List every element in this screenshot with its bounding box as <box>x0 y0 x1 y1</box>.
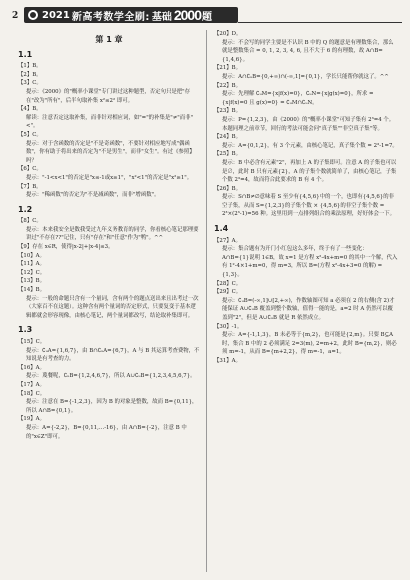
section-title: 1.3 <box>18 325 33 335</box>
answer-item: 【11】A。 <box>18 261 45 268</box>
answer-hint: 提示：B 中必含有元素"2"，再加上 A 的子集即可。注意 A 的子集也可以是∅，此时 B 只有元素{2}，A 的子集个数就简单了，由核心笔记，子集个数 2³=4，故而符合此要求的 B 有 4 个。 <box>222 159 397 184</box>
column-divider <box>206 30 207 572</box>
book-suffix: 题 <box>202 11 212 23</box>
answer-item: 【16】A。 <box>18 364 45 371</box>
left-column <box>18 30 200 574</box>
answer-hint: 提示：不会写的同学主要是不认识 B 中的 Q 的题意是有理数集合，那么就是整数集合 = 0, 1, 2, 3, 4, 6, 且不大于 6 的有理数，故 A∩B={1,4,6}。 <box>222 39 394 63</box>
answer-hint: 提示：《2000》的"概率小课堂"专门讲过这种题型，否定句只是把"存在"改为"所有"，后半句取补集 x²≤2² 即可。 <box>26 88 191 104</box>
answer-hint: 提示：P={1,2,3}，由《2000》的"概率小课堂"可知子集有 2³=4 个。 <box>222 116 395 123</box>
answer-hint: 提示："稀函数"的否定为"不是减函数"，而非"增函数"。 <box>26 192 160 199</box>
answer-item: 【27】A。 <box>214 237 241 244</box>
answer-item: 【31】A。 <box>214 357 241 364</box>
answer-item: 【10】A。 <box>18 252 45 259</box>
answer-hint: 提示：对于含函数的否定是"不是奇函数"，不要针对相应地写成"偶函数"，你有助于将出来的否定为"不是男生"，而非"女生"。有过《参照】吗？ <box>26 140 195 164</box>
answer-item: 【3】C。 <box>18 80 42 87</box>
chapter-title: 第 1 章 <box>95 35 123 44</box>
answer-item: 【18】C。 <box>18 390 46 397</box>
book-title: 新高考数学全刷: <box>71 11 150 23</box>
answer-hint: 本题同理之前章节，回行的考法可能会问"真子集""非空真子集"等。 <box>222 125 383 132</box>
answer-item: 【5】C。 <box>18 131 42 138</box>
answer-hint: 提示：S∩B≠∅意味着 S 至少有{4,5,6}中的一个，也即有{4,5,6}的非空子集，从而 S={1,2,3}的子集个数 × {4,5,6}的非空子集个数 = 2³×(2³-1)=56 种。这里用到一点排列组合的乘法原理，好好体会一下。 <box>222 194 396 218</box>
book-title-band <box>24 7 238 23</box>
answer-hint: 提示：蔑餐呢，∁ᵤB={1,2,4,6,7}，所以 A∪∁ᵤB={1,2,3,4,5,6,7}。 <box>26 373 196 380</box>
answer-item: 【15】C。 <box>18 339 46 345</box>
answer-item: 【28】C。 <box>214 280 242 287</box>
answer-hint: 提示：A∩∁ᵤB={0,+∞)∩(-∞,1]={0,1}，学长只能帮你就这了。^^ <box>222 73 389 80</box>
book-number: 2000 <box>173 7 201 23</box>
answer-item: 【14】B。 <box>18 287 45 294</box>
header-rule <box>238 22 402 23</box>
book-year: 2021 <box>42 9 70 21</box>
answer-item: 【13】B。 <box>18 278 45 285</box>
answer-hint: 提示：本来我安全是数我受过九年义务教育的同学，你看核心笔记那理要讲过"不存在??"记住，只有"存在"和"任意"作为"鸭"。^^ <box>26 226 199 242</box>
answer-item: 【12】C。 <box>18 269 46 276</box>
answer-hint: 提示：∁ᵤB=(-∞,1]∪[2,+∞)，作数轴图可知 a 必须在 2 的右侧(含 2)才能保证 A∪∁ᵤB 覆盖到整个数轴，值得一能的是，a=2 时 A 仍然可以覆盖到"2"，但是 A∪∁ᵤB 就是 R 依然成立。 <box>222 297 395 321</box>
answer-item: 【30】-1。 <box>214 323 243 330</box>
section-title: 1.2 <box>18 204 33 214</box>
book-logo-icon <box>28 10 38 20</box>
answer-item: 【29】C。 <box>214 289 242 296</box>
answer-hint: 提示：A={-1,1,3}，B 未必等于{m,2}，也可能是{2,m}。只要 B⊆A 时，集合 B 中的 2 必须满足 2=3(m), 2=m+2，此时 B={m,2}，则必须 m=-1，从而 B={m+2,2}，得 m=-1，a=1。 <box>222 332 397 356</box>
section-title: 1.1 <box>18 49 33 59</box>
answer-hint: 提示：A={0,1,2}，有 3 个元素，由核心笔记，真子集个数 = 2³-1=7。 <box>222 142 398 149</box>
answer-hint: 提示：A={-2,2}，B={0,11,…-16}，由 A∩B={-2}，注意 B 中的"x∈Z"即可。 <box>26 424 187 440</box>
answer-item: 【22】B。 <box>214 82 241 89</box>
answer-item: 【4】B。 <box>18 106 42 113</box>
answer-item: 【7】B。 <box>18 183 42 190</box>
answer-hint: 提示：集合题有为开门小红包这么多年，终于有了一些变化： <box>222 246 368 253</box>
answer-item: 【8】C。 <box>18 218 42 225</box>
answer-hint: 提示：先理解 ∁ᵤM={x|f(x)=0}，∁ᵤN={x|g(x)=0}，所求 = {x|f(x)=0 且 g(x)=0} = ∁ᵤM∩∁ᵤN。 <box>222 91 374 106</box>
answer-hint: A∩B={1}说明 1∈B，故 x=1 是方程 x²-4x+m=0 的其中一个解，代入有 1²-4×1+m=0，得 m=3，所以 B=(方程 x²-4x+3=0 的解) = {1,3}。 <box>222 254 398 279</box>
answer-hint: 提示：注意在 B={-1,2,3}，因为 B 的对象是整数，故而 B={0,11}，所以 A∩B={0,1}。 <box>26 399 198 414</box>
answer-item: 【6】C。 <box>18 166 42 173</box>
answer-item: 【20】D。 <box>214 31 242 37</box>
page-number: 2 <box>12 11 19 21</box>
answer-item: 【19】A。 <box>18 416 45 423</box>
answer-item: 【24】B。 <box>214 134 241 141</box>
answer-hint: 提示：一般的命题只含有一个量词，含有两个的题点送出来且出考过一次（大家百不在这题）。这种含有两个量词的否定形式，只要复变于基本逻辑都就会形容现像，由核心笔记，两个量词都改写，结论取补集即可。 <box>26 295 199 319</box>
answer-item: 【25】B。 <box>214 151 241 158</box>
section-title: 1.4 <box>214 224 229 234</box>
answer-item: 【2】B。 <box>18 71 42 78</box>
page-header <box>0 4 410 26</box>
answer-item: 【26】B。 <box>214 185 241 192</box>
answer-item: 【21】B。 <box>214 65 241 72</box>
answer-hint: 解读：注意否定这取补集，而非针对相应词，如"="的补集是"≠"而非"<"。 <box>26 114 193 130</box>
answer-hint: 提示："-1<x<1"的否定是"x≤-1或x≥1"，"x²<1"的否定是"x²≥1"。 <box>26 174 193 181</box>
answer-item: 【1】B。 <box>18 63 42 70</box>
book-subtitle: 基础 <box>151 11 172 23</box>
answer-item: 【23】B。 <box>214 108 241 115</box>
answer-item: 【9】存在 x∈R，使得|x-2|+|x-4|≤3。 <box>18 244 114 251</box>
answer-hint: 提示：∁ᵤA={1,6,7}，由 B∩∁ᵤA={6,7}，A 与 B 其运算考查费物，不知说是有考查的力。 <box>26 347 200 363</box>
right-column <box>214 30 398 574</box>
answer-item: 【17】A。 <box>18 381 45 388</box>
